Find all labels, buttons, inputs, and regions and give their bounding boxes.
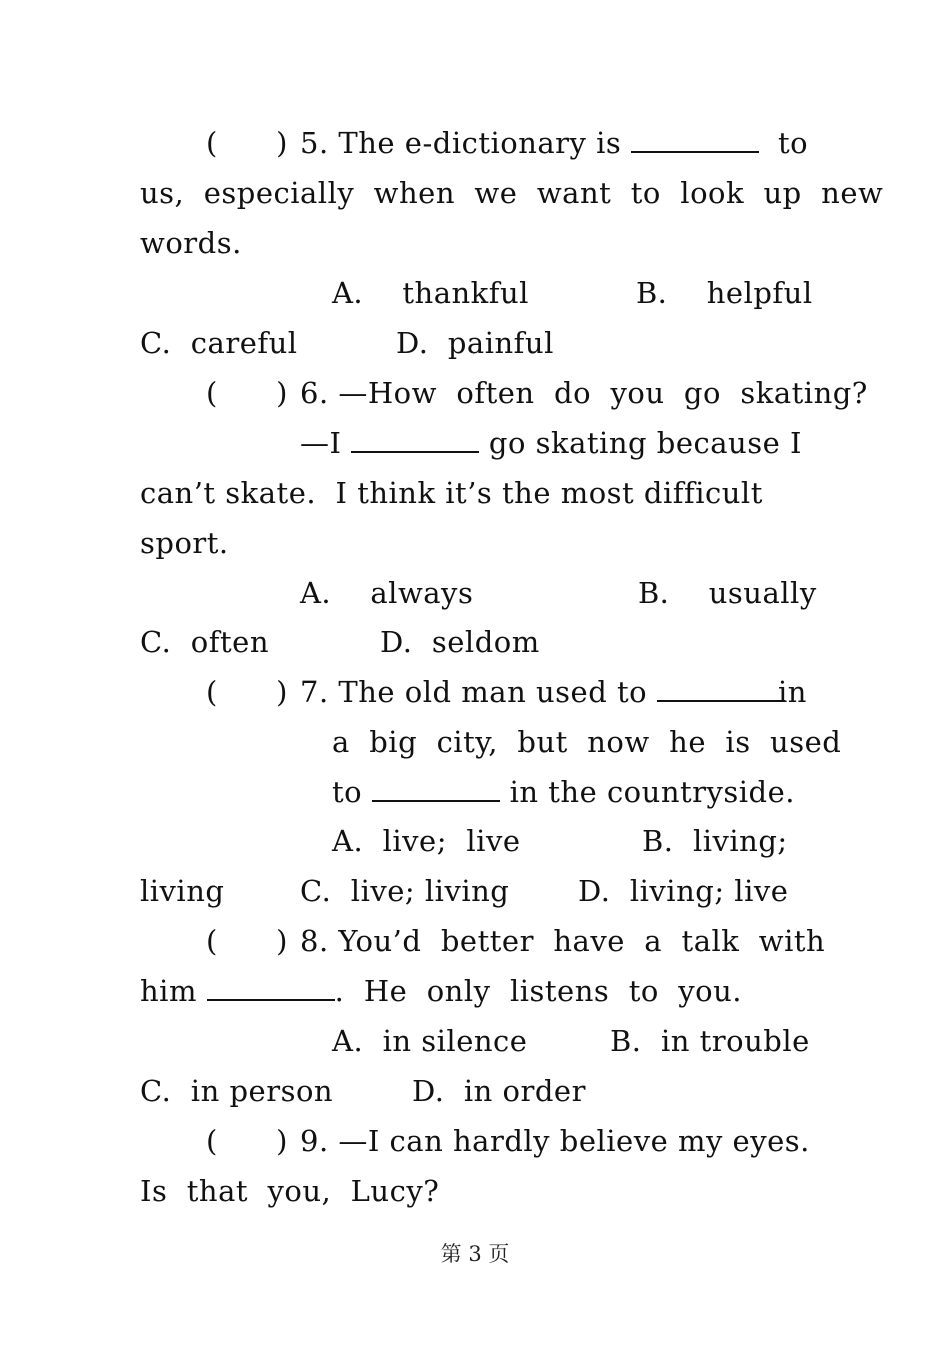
q8-stem-line1: 8. You’d better have a talk with <box>300 924 826 958</box>
q7-stem-line2: a big city, but now he is used <box>332 725 842 759</box>
q9-stem-line1: 9. —I can hardly believe my eyes. <box>300 1124 810 1158</box>
q6-stem-line1: 6. —How often do you go skating? <box>300 376 868 410</box>
q5-option-a[interactable]: A． thankful <box>332 276 529 310</box>
q9-stem-line2: Is that you, Lucy? <box>140 1174 440 1208</box>
q7-blank-1 <box>657 678 785 702</box>
q7-stem-line3 <box>332 774 795 810</box>
q6-text-b: go skating because I <box>488 426 802 460</box>
q8-text-b: . He only listens to you. <box>334 974 742 1008</box>
q6-stem-line3: can’t skate. I think it’s the most difficult <box>140 476 763 510</box>
q5-stem-line3: words. <box>140 226 242 260</box>
q5-text-a: 5. The e-dictionary is <box>300 126 622 160</box>
page-number: 第 3 页 <box>440 1242 510 1266</box>
q6-stem-line4: sport. <box>140 526 229 560</box>
q7-text-d: in the countryside. <box>509 775 796 809</box>
q8-option-d[interactable]: D. in order <box>412 1074 586 1108</box>
q6-option-a[interactable]: A． always <box>300 576 474 610</box>
q8-blank <box>207 977 335 1001</box>
q7-option-a[interactable]: A. live; live <box>332 824 521 858</box>
q7-text-a: 7. The old man used to <box>300 675 648 709</box>
q7-text-b: in <box>778 675 807 709</box>
q5-stem-line2: us, especially when we want to look up new <box>140 176 884 210</box>
q8-option-b[interactable]: B. in trouble <box>610 1024 810 1058</box>
q8-option-c[interactable]: C. in person <box>140 1074 334 1108</box>
q8-text-a: him <box>140 974 197 1008</box>
q6-option-d[interactable]: D. seldom <box>380 625 540 659</box>
q7-blank-2 <box>372 778 500 802</box>
q6-blank <box>351 429 479 453</box>
q8-option-a[interactable]: A. in silence <box>332 1024 528 1058</box>
q5-answer-bracket[interactable]: ( ) <box>206 126 288 160</box>
q5-text-b: to <box>778 126 809 160</box>
q6-text-a: —I <box>300 426 342 460</box>
q7-option-b[interactable]: B. living; <box>642 824 788 858</box>
q6-option-c[interactable]: C. often <box>140 625 269 659</box>
q7-option-b-continued: living <box>140 874 225 908</box>
q7-answer-bracket[interactable]: ( ) <box>206 675 288 709</box>
q5-blank <box>631 129 759 153</box>
q7-option-c[interactable]: C. live; living <box>300 874 510 908</box>
q6-option-b[interactable]: B． usually <box>638 576 817 610</box>
q5-stem-part1 <box>300 125 769 161</box>
q7-text-c: to <box>332 775 363 809</box>
q7-option-d[interactable]: D. living; live <box>578 874 789 908</box>
q5-option-c[interactable]: C. careful <box>140 326 298 360</box>
q8-stem-line2 <box>140 973 742 1009</box>
q6-stem-line2 <box>300 425 802 461</box>
q8-answer-bracket[interactable]: ( ) <box>206 924 288 958</box>
q6-answer-bracket[interactable]: ( ) <box>206 376 288 410</box>
q5-option-b[interactable]: B． helpful <box>636 276 813 310</box>
q9-answer-bracket[interactable]: ( ) <box>206 1124 288 1158</box>
q7-stem-part1 <box>300 674 785 710</box>
q5-option-d[interactable]: D. painful <box>396 326 554 360</box>
